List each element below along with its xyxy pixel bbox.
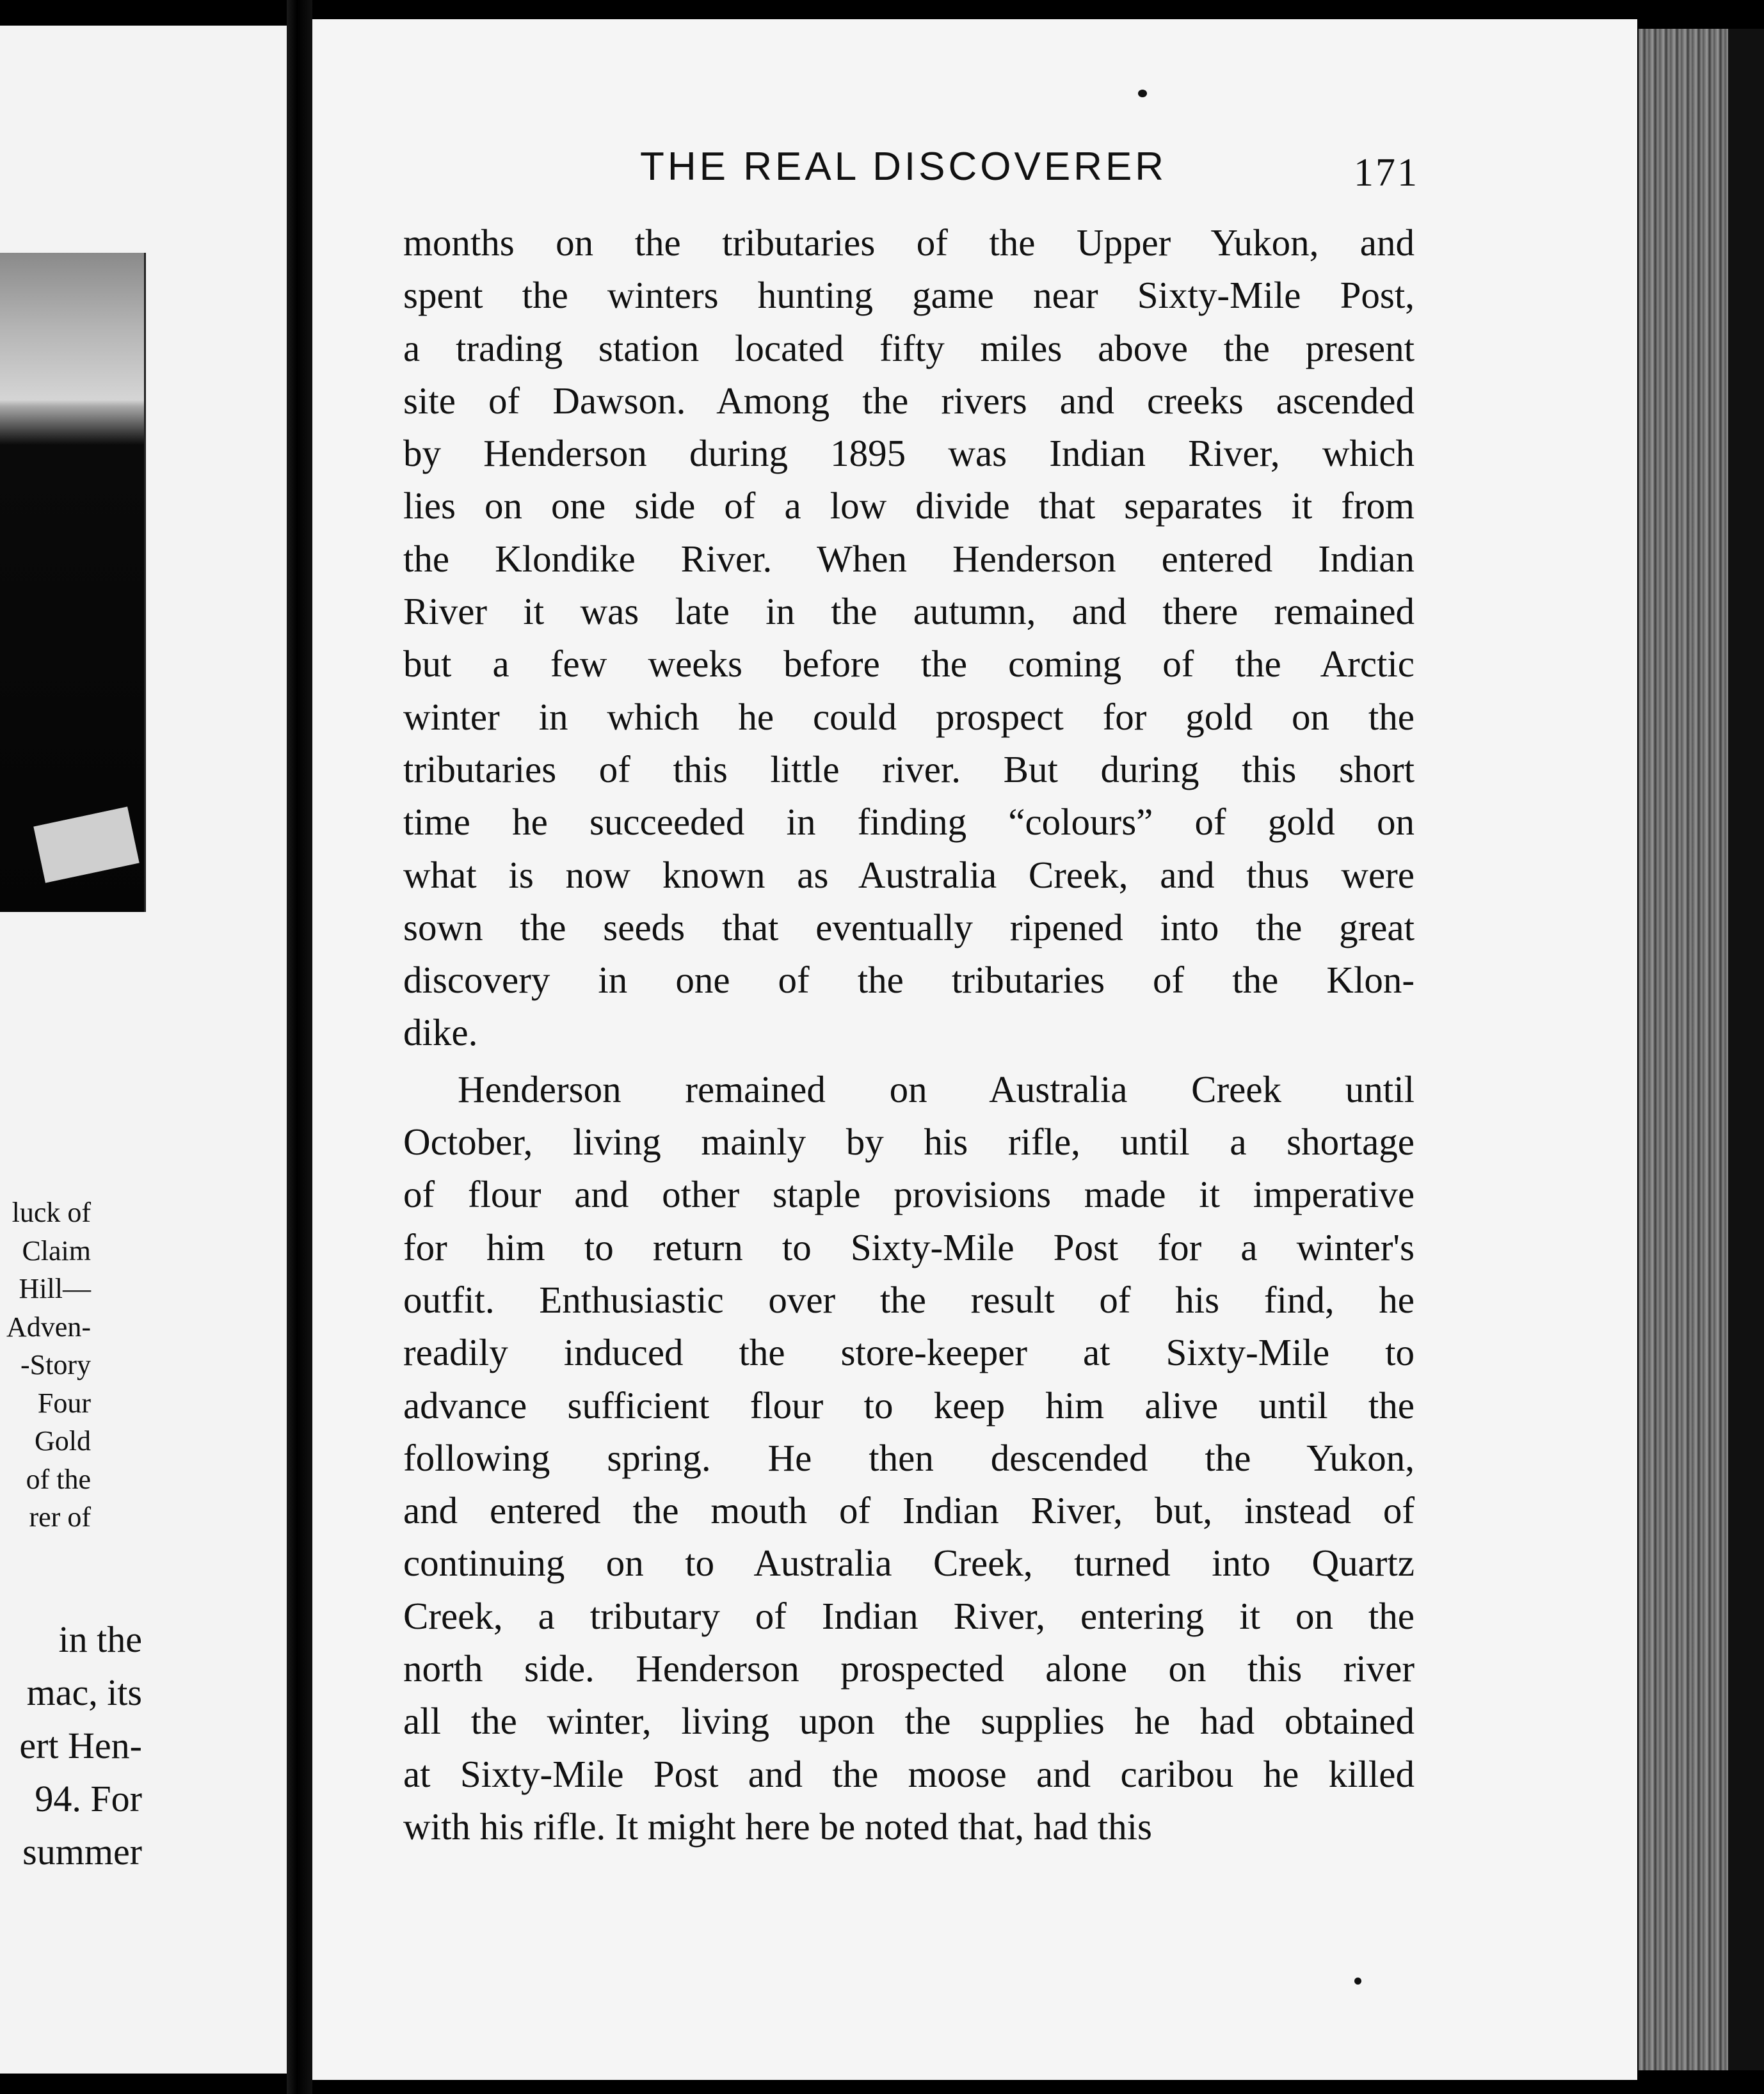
paragraph (403, 216, 1415, 1059)
facing-page-text (19, 1613, 142, 1878)
paragraph (403, 1063, 1415, 1853)
page-edges-shadow (1728, 29, 1764, 2070)
ink-speck (1138, 90, 1147, 97)
facing-page (0, 26, 294, 2074)
caption-fragment: rer of (29, 1501, 91, 1533)
text-line: continuing on to Australia Creek, turned into Quartz (403, 1542, 1415, 1585)
book-gutter (287, 0, 312, 2094)
caption-fragment: of the (26, 1463, 91, 1495)
text-line: north side. Henderson prospected alone on this river (403, 1647, 1415, 1690)
caption-fragment: Hill— (19, 1273, 91, 1304)
text-line: readily induced the store-keeper at Sixty-Mile to (403, 1331, 1415, 1374)
ink-speck (1354, 1978, 1361, 1985)
text-line: advance sufficient flour to keep him alive until the (403, 1384, 1415, 1427)
text-line: of flour and other staple provisions made it imperative (403, 1173, 1415, 1216)
text-line: what is now known as Australia Creek, and thus were (403, 853, 1415, 896)
text-line: discovery in one of the tributaries of the Klon- (403, 959, 1415, 1002)
facing-page-photograph (0, 253, 146, 912)
caption-fragment: -Story (20, 1349, 91, 1380)
caption-fragment: Claim (22, 1235, 91, 1267)
text-line: and entered the mouth of Indian River, but, instead of (403, 1489, 1415, 1532)
text-line: outfit. Enthusiastic over the result of his find, he (403, 1278, 1415, 1321)
text-line: by Henderson during 1895 was Indian River, which (403, 432, 1415, 475)
text-line: Henderson remained on Australia Creek until (458, 1067, 1415, 1110)
page-number: 171 (1354, 151, 1419, 195)
text-line: the Klondike River. When Henderson entered Indian (403, 537, 1415, 580)
text-line: lies on one side of a low divide that separates it from (403, 484, 1415, 527)
text-line: for him to return to Sixty-Mile Post for a winter's (403, 1226, 1415, 1268)
text-fragment: summer (22, 1831, 142, 1873)
text-line: dike. (403, 1011, 478, 1054)
text-line: site of Dawson. Among the rivers and creeks ascended (403, 379, 1415, 422)
text-line: time he succeeded in finding “colours” of gold on (403, 801, 1415, 843)
text-line: with his rifle. It might here be noted that, had this (403, 1805, 1152, 1848)
text-fragment: in the (58, 1618, 142, 1660)
body-text (403, 216, 1415, 1853)
text-fragment: mac, its (26, 1672, 142, 1713)
text-line: River it was late in the autumn, and there remained (403, 590, 1415, 633)
text-line: winter in which he could prospect for gold on the (403, 695, 1415, 738)
text-fragment: 94. For (35, 1778, 142, 1819)
caption-fragment: Gold (35, 1425, 91, 1457)
text-line: following spring. He then descended the Yukon, (403, 1436, 1415, 1479)
text-line: at Sixty-Mile Post and the moose and caribou he killed (403, 1752, 1415, 1795)
photograph-paper-detail (33, 806, 139, 883)
text-line: tributaries of this little river. But during this short (403, 747, 1415, 790)
caption-fragment: luck of (12, 1197, 91, 1228)
text-line: a trading station located fifty miles above the present (403, 326, 1415, 369)
photo-caption (0, 1194, 91, 1537)
running-head: THE REAL DISCOVERER (640, 145, 1167, 189)
text-line: but a few weeks before the coming of the Arctic (403, 643, 1415, 685)
text-line: sown the seeds that eventually ripened into the great (403, 906, 1415, 948)
text-line: spent the winters hunting game near Sixty-Mile Post, (403, 274, 1415, 317)
text-line: Creek, a tributary of Indian River, entering it on the (403, 1594, 1415, 1637)
caption-fragment: Four (37, 1387, 91, 1419)
text-line: all the winter, living upon the supplies he had obtained (403, 1700, 1415, 1743)
caption-fragment: Adven- (6, 1311, 91, 1343)
text-line: months on the tributaries of the Upper Yukon, and (403, 221, 1415, 264)
text-line: October, living mainly by his rifle, until a shortage (403, 1121, 1415, 1163)
text-fragment: ert Hen- (19, 1725, 142, 1766)
